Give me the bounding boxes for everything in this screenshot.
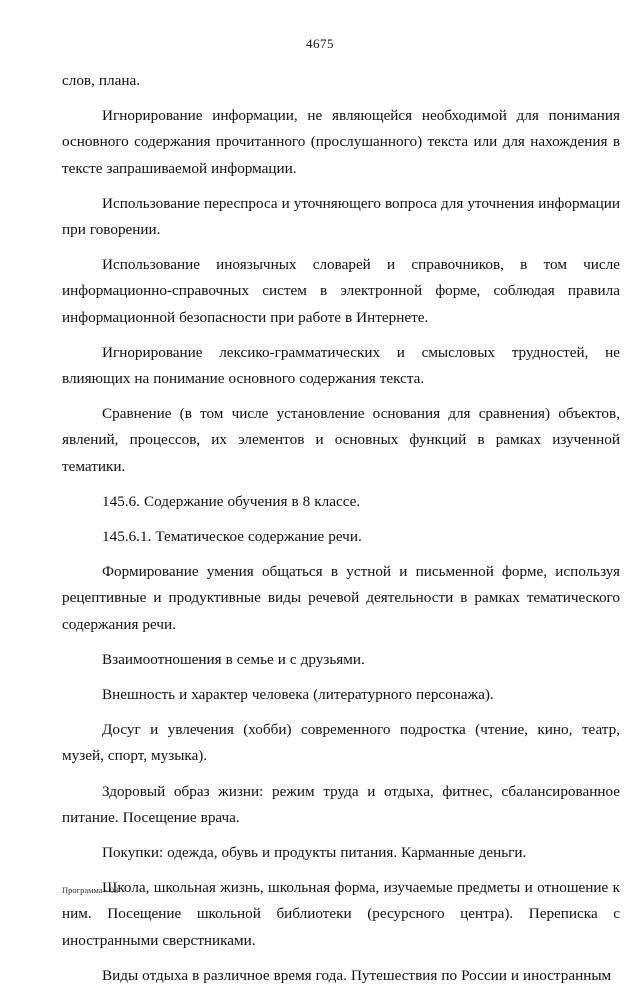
- paragraph-dictionaries: Использование иноязычных словарей и справочников, в том числе информационно-справочных систем в электронной форме, соблюдая правила информационной безопасности при работе в Интернете.: [62, 256, 620, 326]
- document-body: [62, 68, 620, 998]
- paragraph-continuation: слов, плана.: [62, 72, 140, 89]
- topic-leisure-hobbies: Досуг и увлечения (хобби) современного подростка (чтение, кино, театр, музей, спорт, музыка).: [62, 721, 620, 765]
- paragraph-communication-skills: Формирование умения общаться в устной и письменной форме, используя рецептивные и продуктивные виды речевой деятельности в рамках тематического содержания речи.: [62, 563, 620, 633]
- section-heading-8-class: 145.6. Содержание обучения в 8 классе.: [102, 492, 361, 510]
- page-footer: Программа - 03: [62, 885, 119, 895]
- topic-shopping: Покупки: одежда, обувь и продукты питания. Карманные деньги.: [102, 844, 527, 862]
- topic-appearance-character: Внешность и характер человека (литературного персонажа).: [102, 686, 494, 704]
- page-number: 4675: [306, 36, 334, 51]
- paragraph-comparison: Сравнение (в том числе установление основания для сравнения) объектов, явлений, процессов, их элементов и основных функций в рамках изученной тематики.: [62, 405, 620, 475]
- paragraph-ignoring-difficulties: Игнорирование лексико-грамматических и смысловых трудностей, не влияющих на понимание основного содержания текста.: [62, 343, 620, 388]
- topic-healthy-lifestyle: Здоровый образ жизни: режим труда и отдыха, фитнес, сбалансированное питание. Посещение врача.: [62, 782, 620, 826]
- topic-family-friends: Взаимоотношения в семье и с друзьями.: [102, 650, 365, 668]
- paragraph-clarifying-question: Использование переспроса и уточняющего вопроса для уточнения информации при говорении.: [62, 194, 620, 239]
- paragraph-ignoring-information: Игнорирование информации, не являющейся необходимой для понимания основного содержания прочитанного (прослушанного) текста или для нахождения в тексте запрашиваемой информации.: [62, 107, 620, 177]
- subsection-heading-thematic-content: 145.6.1. Тематическое содержание речи.: [102, 528, 362, 546]
- topic-school: Школа, школьная жизнь, школьная форма, изучаемые предметы и отношение к ним. Посещение школьной библиотеки (ресурсного центра). Переписка с иностранными сверстниками.: [62, 879, 620, 949]
- topic-recreation-travel: Виды отдыха в различное время года. Путешествия по России и иностранным: [102, 966, 612, 984]
